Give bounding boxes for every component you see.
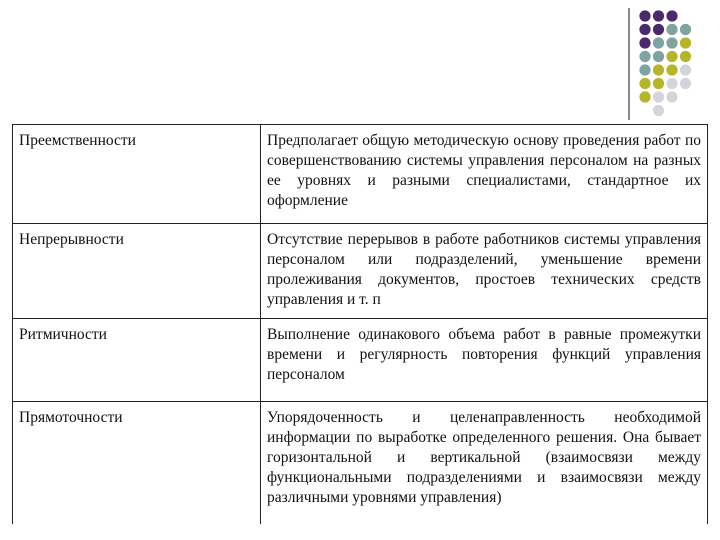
description-cell: Отсутствие перерывов в работе работников системы управления персоналом или подразделений, уменьшение времени пролеживания документов, простоев технических средств управления и т. п <box>261 224 708 319</box>
decorative-dot <box>666 37 677 48</box>
decorative-dot <box>666 64 677 75</box>
decorative-dot-pattern <box>637 8 719 118</box>
decorative-dot <box>680 24 691 35</box>
principles-table-container <box>12 124 708 524</box>
table-row <box>13 224 708 319</box>
decorative-dot <box>639 37 650 48</box>
decorative-dot <box>680 78 691 89</box>
decorative-dot <box>680 64 691 75</box>
decorative-dot <box>666 78 677 89</box>
principles-table <box>12 124 708 524</box>
decorative-dot <box>639 64 650 75</box>
decorative-dot <box>653 24 664 35</box>
decorative-dot <box>639 10 650 21</box>
term-cell: Преемственности <box>13 125 261 224</box>
decorative-dot <box>680 51 691 62</box>
table-row <box>13 402 708 525</box>
decorative-dot <box>653 10 664 21</box>
table-row <box>13 319 708 402</box>
decorative-dot <box>639 91 650 102</box>
decorative-dot <box>666 51 677 62</box>
decorative-dot <box>639 51 650 62</box>
decorative-dot <box>653 105 664 116</box>
decorative-dot <box>653 37 664 48</box>
decorative-dot <box>666 10 677 21</box>
decorative-dot <box>680 37 691 48</box>
decorative-dot <box>639 24 650 35</box>
decorative-dot <box>653 91 664 102</box>
decorative-dot <box>653 78 664 89</box>
decorative-dot <box>639 78 650 89</box>
table-row <box>13 125 708 224</box>
decorative-dot <box>666 24 677 35</box>
decorative-vertical-line <box>628 8 630 120</box>
decorative-dot <box>653 51 664 62</box>
decorative-dot <box>666 91 677 102</box>
description-cell: Выполнение одинакового объема работ в равные промежутки времени и регулярность повторения функций управления персоналом <box>261 319 708 402</box>
description-cell: Упорядоченность и целенаправленность необходимой информации по выработке определенного решения. Она бывает горизонтальной и вертикальной (взаимосвязи между функциональными подразделениями и взаимосвязи между различными уровнями управления) <box>261 402 708 525</box>
decorative-dot <box>653 64 664 75</box>
description-cell: Предполагает общую методическую основу проведения работ по совершенствованию системы управления персоналом на разных ее уровнях и разными специалистами, стандартное их оформление <box>261 125 708 224</box>
term-cell: Непрерывности <box>13 224 261 319</box>
term-cell: Прямоточности <box>13 402 261 525</box>
term-cell: Ритмичности <box>13 319 261 402</box>
